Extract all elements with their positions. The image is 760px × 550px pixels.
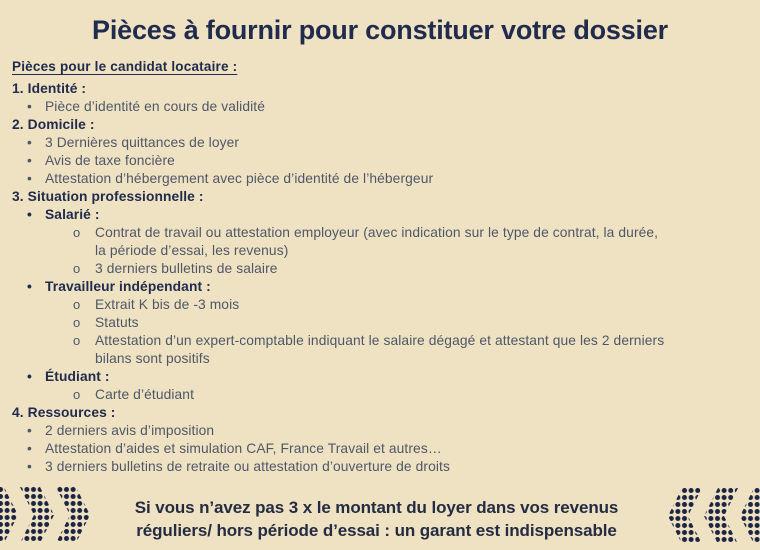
document-body	[12, 59, 760, 476]
list-item-text: Carte d’étudiant	[95, 387, 195, 402]
sub-list-item	[12, 314, 760, 332]
list-item	[12, 206, 760, 224]
list-item	[12, 440, 760, 458]
section-heading: 2. Domicile :	[12, 117, 95, 132]
list-item-text: Travailleur indépendant :	[45, 279, 211, 294]
bullet-marker: •	[27, 279, 32, 294]
sub-list-item	[12, 332, 760, 350]
warning-note-line1: Si vous n’avez pas 3 x le montant du loyer dans vos revenus	[134, 498, 619, 517]
bullet-marker: •	[27, 135, 32, 150]
list-item	[12, 134, 760, 152]
list-item-text: Extrait K bis de -3 mois	[95, 297, 240, 312]
circle-marker: o	[73, 314, 81, 330]
list-item-text: Attestation d’hébergement avec pièce d’identité de l’hébergeur	[45, 171, 434, 186]
warning-note-line2: réguliers/ hors période d’essai : un garant est indispensable	[136, 521, 617, 540]
dotted-chevrons-right-decoration	[0, 486, 94, 544]
bullet-marker: •	[27, 171, 32, 186]
bullet-marker: •	[27, 207, 32, 222]
guarantor-warning-note	[124, 496, 629, 542]
dotted-chevrons-left-decoration	[668, 487, 760, 545]
bullet-marker: •	[27, 423, 32, 438]
list-item	[12, 368, 760, 386]
circle-marker: o	[73, 296, 81, 312]
bullet-marker: •	[27, 99, 32, 114]
list-item-continuation	[12, 242, 760, 260]
list-item-text: Attestation d’un expert-comptable indiquant le salaire dégagé et attestant que les 2 derniers	[95, 333, 665, 348]
list-item-text: Étudiant :	[45, 369, 110, 384]
bullet-marker: •	[27, 441, 32, 456]
list-item	[12, 422, 760, 440]
list-item	[12, 152, 760, 170]
page-title: Pièces à fournir pour constituer votre dossier	[92, 15, 668, 45]
sub-list-item	[12, 224, 760, 242]
document-subtitle: Pièces pour le candidat locataire :	[12, 59, 238, 74]
list-item-text: Contrat de travail ou attestation employeur (avec indication sur le type de contrat, la durée,	[95, 225, 659, 240]
section-heading: 4. Ressources :	[12, 405, 116, 420]
list-item	[12, 98, 760, 116]
sub-list-item	[12, 386, 760, 404]
list-item-text: 2 derniers avis d’imposition	[45, 423, 215, 438]
chevron-dots-icon	[0, 486, 94, 544]
list-item-continuation	[12, 350, 760, 368]
bullet-marker: •	[27, 369, 32, 384]
section-heading: 3. Situation professionnelle :	[12, 189, 204, 204]
circle-marker: o	[73, 224, 81, 240]
sub-list-item	[12, 296, 760, 314]
list-item	[12, 278, 760, 296]
bullet-marker: •	[27, 459, 32, 474]
list-item-text: 3 derniers bulletins de retraite ou attestation d’ouverture de droits	[45, 459, 450, 474]
document-list	[12, 80, 760, 476]
list-item-text: la période d’essai, les revenus)	[95, 243, 289, 258]
list-item-text: Salarié :	[45, 207, 100, 222]
bullet-marker: •	[27, 153, 32, 168]
chevron-dots-icon	[668, 487, 760, 545]
section-heading: 1. Identité :	[12, 81, 87, 96]
sub-list-item	[12, 260, 760, 278]
list-item	[12, 458, 760, 476]
circle-marker: o	[73, 386, 81, 402]
list-item-text: bilans sont positifs	[95, 351, 210, 366]
list-item-text: 3 derniers bulletins de salaire	[95, 261, 278, 276]
list-item-text: Pièce d’identité en cours de validité	[45, 99, 265, 114]
list-item	[12, 170, 760, 188]
list-item-text: 3 Dernières quittances de loyer	[45, 135, 240, 150]
list-item-text: Statuts	[95, 315, 139, 330]
circle-marker: o	[73, 332, 81, 348]
circle-marker: o	[73, 260, 81, 276]
list-item-text: Attestation d’aides et simulation CAF, France Travail et autres…	[45, 441, 442, 456]
list-item-text: Avis de taxe foncière	[45, 153, 175, 168]
